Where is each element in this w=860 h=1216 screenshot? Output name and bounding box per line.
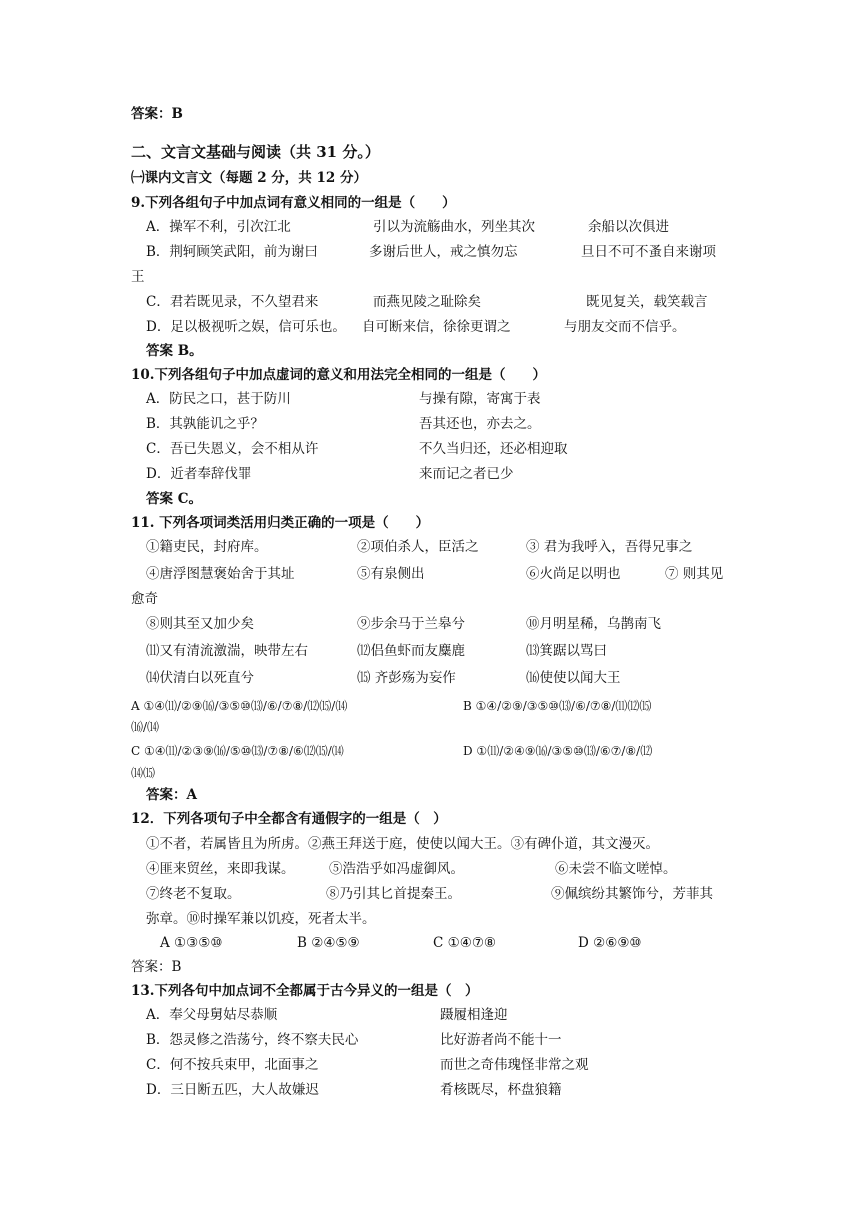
q13-option-c-1: C．何不按兵束甲，北面事之 xyxy=(146,1057,319,1073)
q9-option-b-cont: 王 xyxy=(131,269,145,285)
q11-choice-b-cont: ⒃/⒁ xyxy=(131,720,160,734)
q11-item-13: ⒀箕踞以骂曰 xyxy=(526,643,607,659)
q11-item-16: ⒃使使以闻大王 xyxy=(526,670,621,686)
q11-item-15: ⒂ 齐彭殇为妄作 xyxy=(357,670,456,686)
q12-choice-a: A ①③⑤⑩ xyxy=(160,935,223,951)
q9-option-c-1: C．君若既见录，不久望君来 xyxy=(146,294,319,310)
q11-item-7: ⑦ 则其见 xyxy=(665,566,724,582)
q13-option-a-2: 蹑履相逢迎 xyxy=(440,1007,508,1023)
q11-answer: 答案：A xyxy=(146,787,197,803)
question-10-stem: 10.下列各组句子中加点虚词的意义和用法完全相同的一组是（ ） xyxy=(131,367,546,383)
q11-item-11: ⑾又有清流激湍，映带左右 xyxy=(146,643,308,659)
q11-item-12: ⑿侣鱼虾而友麋鹿 xyxy=(357,643,465,659)
q9-option-d-2: 自可断来信，徐徐更谓之 xyxy=(362,319,511,335)
q12-line-1: ①不者，若属皆且为所虏。②燕王拜送于庭，使使以闻大王。③有碑仆道，其文漫灭。 xyxy=(146,836,659,852)
q10-answer: 答案 C。 xyxy=(146,491,202,507)
q11-item-2: ②项伯杀人，臣活之 xyxy=(357,539,479,555)
q12-item-7: ⑦终老不复取。 xyxy=(146,886,241,902)
q11-item-5: ⑤有泉侧出 xyxy=(357,566,425,582)
q11-item-8: ⑧则其至又加少矣 xyxy=(146,616,254,632)
q11-item-10: ⑩月明星稀，乌鹊南飞 xyxy=(526,616,661,632)
q13-option-b-2: 比好游者尚不能十一 xyxy=(440,1032,562,1048)
q12-item-6: ⑥未尝不临文嗟悼。 xyxy=(555,861,677,877)
q11-item-6: ⑥火尚足以明也 xyxy=(526,566,621,582)
q10-option-a-1: A．防民之口，甚于防川 xyxy=(146,391,291,407)
question-9-stem: 9.下列各组句子中加点词有意义相同的一组是（ ） xyxy=(131,195,456,211)
q12-item-9: ⑨佩缤纷其繁饰兮，芳菲其 xyxy=(551,886,713,902)
q9-option-b-3: 旦日不可不蚤自来谢项 xyxy=(581,244,716,260)
q12-line-4: 弥章。⑩时操军兼以饥疫，死者太半。 xyxy=(146,911,376,927)
q12-item-8: ⑧乃引其匕首提秦王。 xyxy=(326,886,461,902)
q13-option-d-2: 肴核既尽，杯盘狼籍 xyxy=(440,1082,562,1098)
q9-answer: 答案 B。 xyxy=(146,343,203,359)
question-11-stem: 11. 下列各项词类活用归类正确的一项是（ ） xyxy=(131,515,430,531)
q9-option-b-2: 多谢后世人，戒之慎勿忘 xyxy=(369,244,518,260)
q10-option-d-2: 来而记之者已少 xyxy=(419,466,514,482)
q13-option-b-1: B．怨灵修之浩荡兮，终不察夫民心 xyxy=(146,1032,359,1048)
q9-option-c-3: 既见复关，载笑载言 xyxy=(586,294,708,310)
q9-option-a-2: 引以为流觞曲水，列坐其次 xyxy=(373,219,535,235)
q9-option-c-2: 而燕见陵之耻除矣 xyxy=(373,294,481,310)
question-12-stem: 12．下列各项句子中全都含有通假字的一组是（ ） xyxy=(131,811,447,827)
q10-option-a-2: 与操有隙，寄寓于表 xyxy=(419,391,541,407)
q11-item-9: ⑨步余马于兰皋兮 xyxy=(357,616,465,632)
q10-option-c-1: C．吾已失恩义，会不相从许 xyxy=(146,441,319,457)
q11-choice-c: C ①④⑾/②③⑨⒃/⑤⑩⒀/⑦⑧/⑥⑿⒂/⒁ xyxy=(131,744,344,758)
q11-choice-b: B ①④/②⑨/③⑤⑩⒀/⑥/⑦⑧/⑾⑿⒂ xyxy=(463,699,652,713)
question-13-stem: 13.下列各句中加点词不全都属于古今异义的一组是（ ） xyxy=(131,983,479,999)
section-title: 二、文言文基础与阅读（共 31 分。） xyxy=(131,143,380,161)
q11-item-4: ④唐浮图慧褒始舍于其址 xyxy=(146,566,295,582)
subsection-title: ㈠课内文言文（每题 2 分，共 12 分） xyxy=(131,170,367,186)
q12-item-4: ④匪来贸丝，来即我谋。 xyxy=(146,861,295,877)
q11-item-7-cont: 愈奇 xyxy=(131,591,158,607)
q11-item-3: ③ 君为我呼入，吾得兄事之 xyxy=(526,539,693,555)
q9-option-d-1: D．足以极视听之娱，信可乐也。 xyxy=(146,319,346,335)
q11-item-1: ①籍吏民，封府库。 xyxy=(146,539,268,555)
q11-choice-a: A ①④⑾/②⑨⒃/③⑤⑩⒀/⑥/⑦⑧/⑿⒂/⒁ xyxy=(131,699,348,713)
answer-label: 答案：B xyxy=(131,106,183,122)
q10-option-b-2: 吾其还也，亦去之。 xyxy=(419,416,541,432)
q9-option-d-3: 与朋友交而不信乎。 xyxy=(564,319,686,335)
q13-option-d-1: D．三日断五匹，大人故嫌迟 xyxy=(146,1082,319,1098)
q12-answer: 答案：B xyxy=(131,959,182,975)
q12-choice-c: C ①④⑦⑧ xyxy=(433,935,497,951)
q12-item-5: ⑤浩浩乎如冯虚御风。 xyxy=(329,861,464,877)
q11-item-14: ⒁伏清白以死直兮 xyxy=(146,670,254,686)
q13-option-c-2: 而世之奇伟瑰怪非常之观 xyxy=(440,1057,589,1073)
q9-option-b-1: B．荆轲顾笑武阳，前为谢曰 xyxy=(146,244,318,260)
q9-option-a-3: 余船以次俱进 xyxy=(588,219,669,235)
q11-choice-d-cont: ⒁⒂ xyxy=(131,766,156,780)
q11-choice-d: D ①⑾/②④⑨⒃/③⑤⑩⒀/⑥⑦/⑧/⑿ xyxy=(463,744,653,758)
q12-choice-d: D ②⑥⑨⑩ xyxy=(578,935,642,951)
q9-option-a-1: A．操军不利，引次江北 xyxy=(146,219,291,235)
q10-option-d-1: D．近者奉辞伐罪 xyxy=(146,466,252,482)
q12-choice-b: B ②④⑤⑨ xyxy=(297,935,360,951)
q13-option-a-1: A．奉父母舅姑尽恭顺 xyxy=(146,1007,278,1023)
q10-option-c-2: 不久当归还，还必相迎取 xyxy=(419,441,568,457)
q10-option-b-1: B．其孰能讥之乎？ xyxy=(146,416,264,432)
